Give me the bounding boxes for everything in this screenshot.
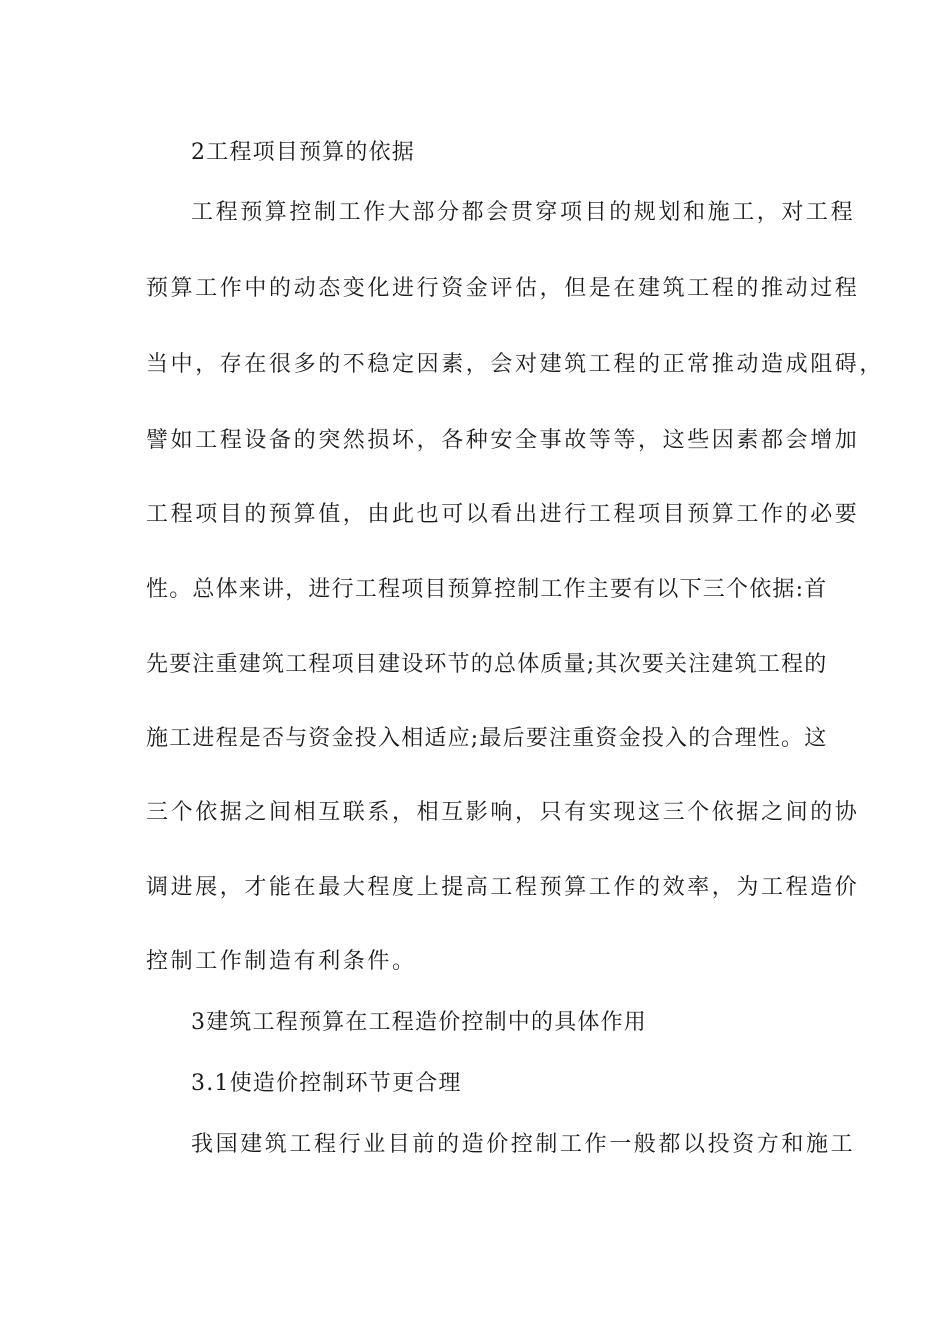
paragraph-line: 施工进程是否与资金投入相适应;最后要注重资金投入的合理性。这 [146, 726, 828, 751]
paragraph-line: 我国建筑工程行业目前的造价控制工作一般都以投资方和施工 [191, 1132, 856, 1157]
subsection-heading-3-1: 3.1使造价控制环节更合理 [191, 1071, 462, 1096]
paragraph-line: 调进展，才能在最大程度上提高工程预算工作的效率，为工程造价 [146, 875, 860, 900]
section-heading-3: 3建筑工程预算在工程造价控制中的具体作用 [191, 1010, 647, 1035]
paragraph-line: 譬如工程设备的突然损坏，各种安全事故等等，这些因素都会增加 [146, 428, 860, 453]
section-heading-2: 2工程项目预算的依据 [191, 140, 415, 165]
paragraph-line: 工程项目的预算值，由此也可以看出进行工程项目预算工作的必要 [146, 502, 860, 527]
paragraph-line: 性。总体来讲，进行工程项目预算控制工作主要有以下三个依据:首 [146, 577, 828, 602]
paragraph-line: 先要注重建筑工程项目建设环节的总体质量;其次要关注建筑工程的 [146, 652, 828, 677]
paragraph-line: 控制工作制造有利条件。 [146, 949, 417, 974]
paragraph-line: 当中，存在很多的不稳定因素，会对建筑工程的正常推动造成阻碍， [146, 352, 885, 377]
paragraph-line: 三个依据之间相互联系，相互影响，只有实现这三个依据之间的协 [146, 800, 860, 825]
paragraph-line: 预算工作中的动态变化进行资金评估，但是在建筑工程的推动过程 [146, 276, 860, 301]
paragraph-line: 工程预算控制工作大部分都会贯穿项目的规划和施工，对工程 [191, 200, 856, 225]
